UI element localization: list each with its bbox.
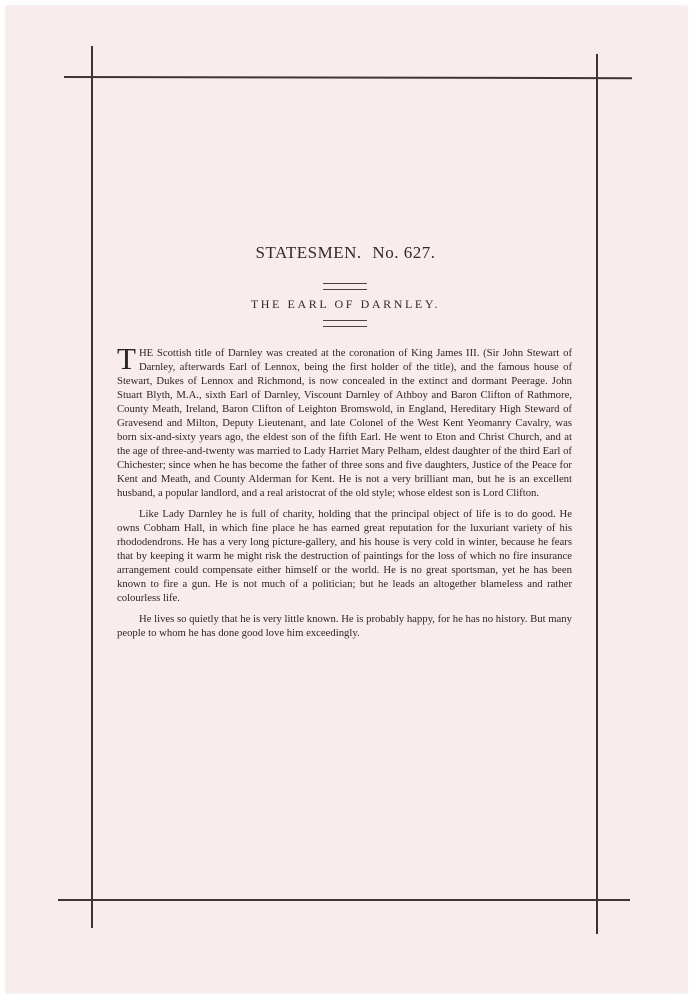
article-body bbox=[117, 341, 572, 640]
series-number: No. 627. bbox=[372, 243, 436, 262]
border-rule-left bbox=[91, 46, 93, 928]
border-rule-right bbox=[596, 54, 598, 934]
paragraph-2: Like Lady Darnley he is full of charity, holding that the principal object of life is to do good. He owns Cobham Hall, in which fine place he has earned great reputation for the luxuriant variety of his rhododendrons. He has a very long picture-gallery, and his house is very cold in winter, because he fears that by keeping it warm he might risk the destruction of paintings for the loss of which no fire insurance arrangement could compensate either himself or the world. He is no great sportsman, yet he has been known to fire a gun. He is not much of a politician; but he leads an altogether blameless and rather colourless life. bbox=[117, 508, 572, 604]
drop-cap: T bbox=[117, 341, 136, 376]
double-rule-divider-bottom bbox=[323, 320, 367, 327]
article-subtitle: THE EARL OF DARNLEY. bbox=[250, 297, 441, 311]
paragraph-3: He lives so quietly that he is very little known. He is probably happy, for he has no history. But many people to whom he has done good love him exceedingly. bbox=[117, 613, 572, 639]
border-rule-bottom bbox=[58, 899, 630, 901]
page-title bbox=[0, 243, 691, 263]
series-label: STATESMEN. bbox=[255, 243, 362, 262]
paragraph-1-text: HE Scottish title of Darnley was created at the coronation of King James III. (Sir John Stewart of Darnley, afterwards Earl of Lennox, being the first holder of the title), and the famous house of Stewart, Dukes of Lennox and Richmond, is now concealed in the extinct and dormant Peerage. John Stuart Blyth, M.A., sixth Earl of Darnley, Viscount Darnley of Athboy and Baron Clifton of Rathmore, County Meath, Ireland, Baron Clifton of Leighton Bromswold, in England, Hereditary High Steward of Gravesend and Milton, Deputy Lieutenant, and late Colonel of the West Kent Yeomanry Cavalry, was born six-and-sixty years ago, the eldest son of the fifth Earl. He went to Eton and Christ Church, and at the age of three-and-twenty was married to Lady Harriet Mary Pelham, eldest daughter of the third Earl of Chichester; since when he has become the father of three sons and five daughters, Justice of the Peace for Kent and Meath, and County Alderman for Kent. He is not a very brilliant man, but he is an excellent husband, a popular landlord, and a real aristocrat of the old style; whose eldest son is Lord Clifton. bbox=[117, 347, 572, 499]
paragraph-1 bbox=[117, 341, 572, 500]
double-rule-divider-top bbox=[323, 283, 367, 290]
